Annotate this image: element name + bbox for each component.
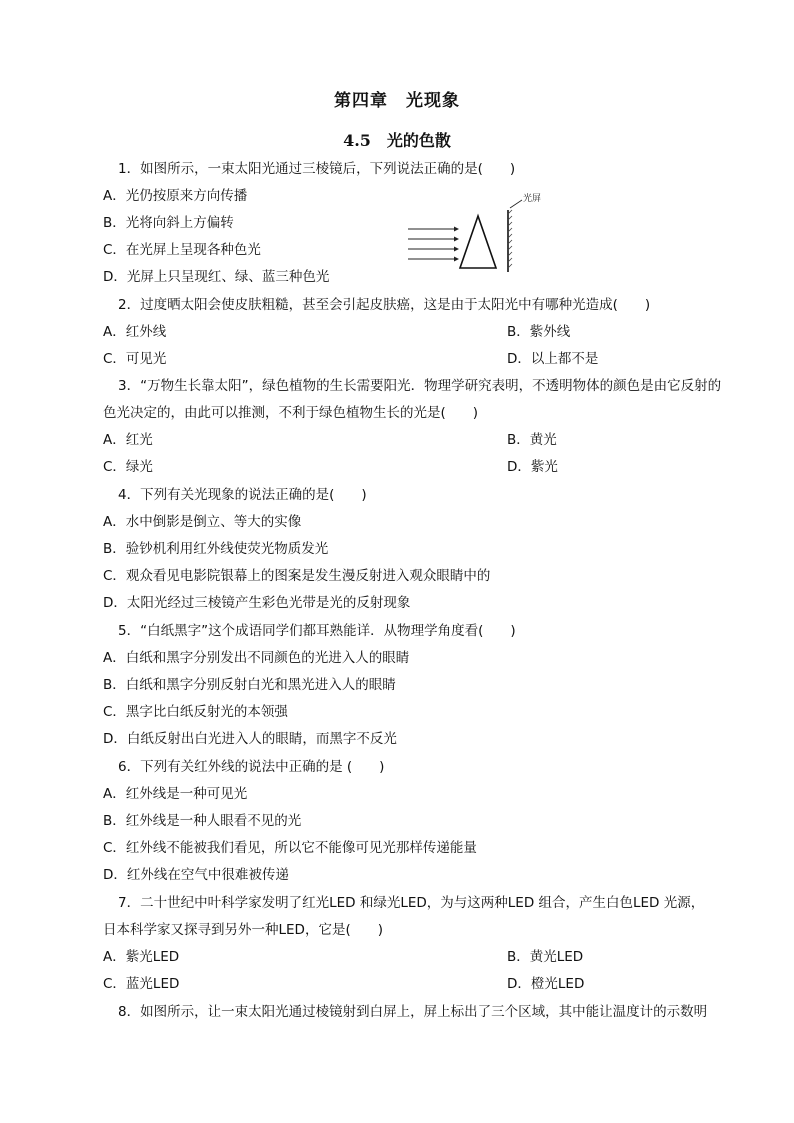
question-1-option-a: A．光仍按原来方向传播 (103, 188, 248, 204)
section-title: 4.5 光的色散 (343, 131, 451, 150)
question-1-option-b: B．光将向斜上方偏转 (103, 215, 234, 231)
question-5-option-a: A．白纸和黑字分别发出不同颜色的光进入人的眼睛 (103, 650, 410, 666)
question-3-option-c: C．绿光 (103, 459, 153, 475)
question-3-stem-line2: 色光决定的，由此可以推测，不利于绿色植物生长的光是( ) (103, 405, 479, 421)
question-6-option-d: D．红外线在空气中很难被传递 (103, 867, 289, 883)
question-7-option-c: C．蓝光LED (103, 976, 180, 992)
question-5-option-c: C．黑字比白纸反射光的本领强 (103, 704, 288, 720)
question-3-option-d: D．紫光 (507, 459, 558, 475)
question-7-option-a: A．紫光LED (103, 949, 180, 965)
question-4-option-c: C．观众看见电影院银幕上的图案是发生漫反射进入观众眼睛中的 (103, 568, 491, 584)
prism-figure (396, 188, 552, 278)
question-2-option-b: B．紫外线 (507, 324, 571, 340)
screen-label: 光屏 (523, 194, 542, 204)
question-6-stem: 6．下列有关红外线的说法中正确的是 ( ) (118, 759, 385, 775)
question-2-option-c: C．可见光 (103, 351, 167, 367)
question-1-stem: 1．如图所示，一束太阳光通过三棱镜后，下列说法正确的是( ) (118, 161, 516, 177)
question-4-option-a: A．水中倒影是倒立、等大的实像 (103, 514, 302, 530)
question-5-stem: 5．“白纸黑字”这个成语同学们都耳熟能详．从物理学角度看( ) (118, 623, 516, 639)
question-5-option-b: B．白纸和黑字分别反射白光和黑光进入人的眼睛 (103, 677, 396, 693)
question-7-stem-line1: 7．二十世纪中叶科学家发明了红光LED 和绿光LED，为与这两种LED 组合，产生白色LED 光源， (118, 895, 705, 911)
question-1-option-d: D．光屏上只呈现红、绿、蓝三种色光 (103, 269, 330, 285)
question-7-option-d: D．橙光LED (507, 976, 585, 992)
question-6-option-c: C．红外线不能被我们看见，所以它不能像可见光那样传递能量 (103, 840, 477, 856)
question-2-option-a: A．红外线 (103, 324, 167, 340)
question-3-option-a: A．红光 (103, 432, 153, 448)
prism-shape (460, 216, 496, 268)
question-1-option-c: C．在光屏上呈现各种色光 (103, 242, 261, 258)
question-4-option-d: D．太阳光经过三棱镜产生彩色光带是光的反射现象 (103, 595, 411, 611)
question-5-option-d: D．白纸反射出白光进入人的眼睛，而黑字不反光 (103, 731, 397, 747)
question-6-option-b: B．红外线是一种人眼看不见的光 (103, 813, 302, 829)
question-2-option-d: D．以上都不是 (507, 351, 599, 367)
question-6-option-a: A．红外线是一种可见光 (103, 786, 248, 802)
question-3-stem-line1: 3．“万物生长靠太阳”，绿色植物的生长需要阳光．物理学研究表明，不透明物体的颜色是由它反射的 (118, 378, 722, 394)
question-7-stem-line2: 日本科学家又探寻到另外一种LED，它是( ) (103, 922, 383, 938)
question-7-option-b: B．黄光LED (507, 949, 584, 965)
chapter-title: 第四章 光现象 (334, 91, 460, 111)
question-2-stem: 2．过度晒太阳会使皮肤粗糙，甚至会引起皮肤癌，这是由于太阳光中有哪种光造成( ) (118, 297, 651, 313)
question-4-stem: 4．下列有关光现象的说法正确的是( ) (118, 487, 367, 503)
question-3-option-b: B．黄光 (507, 432, 557, 448)
question-8-stem: 8．如图所示，让一束太阳光通过棱镜射到白屏上，屏上标出了三个区域，其中能让温度计的示数明 (118, 1004, 708, 1020)
question-4-option-b: B．验钞机利用红外线使荧光物质发光 (103, 541, 329, 557)
